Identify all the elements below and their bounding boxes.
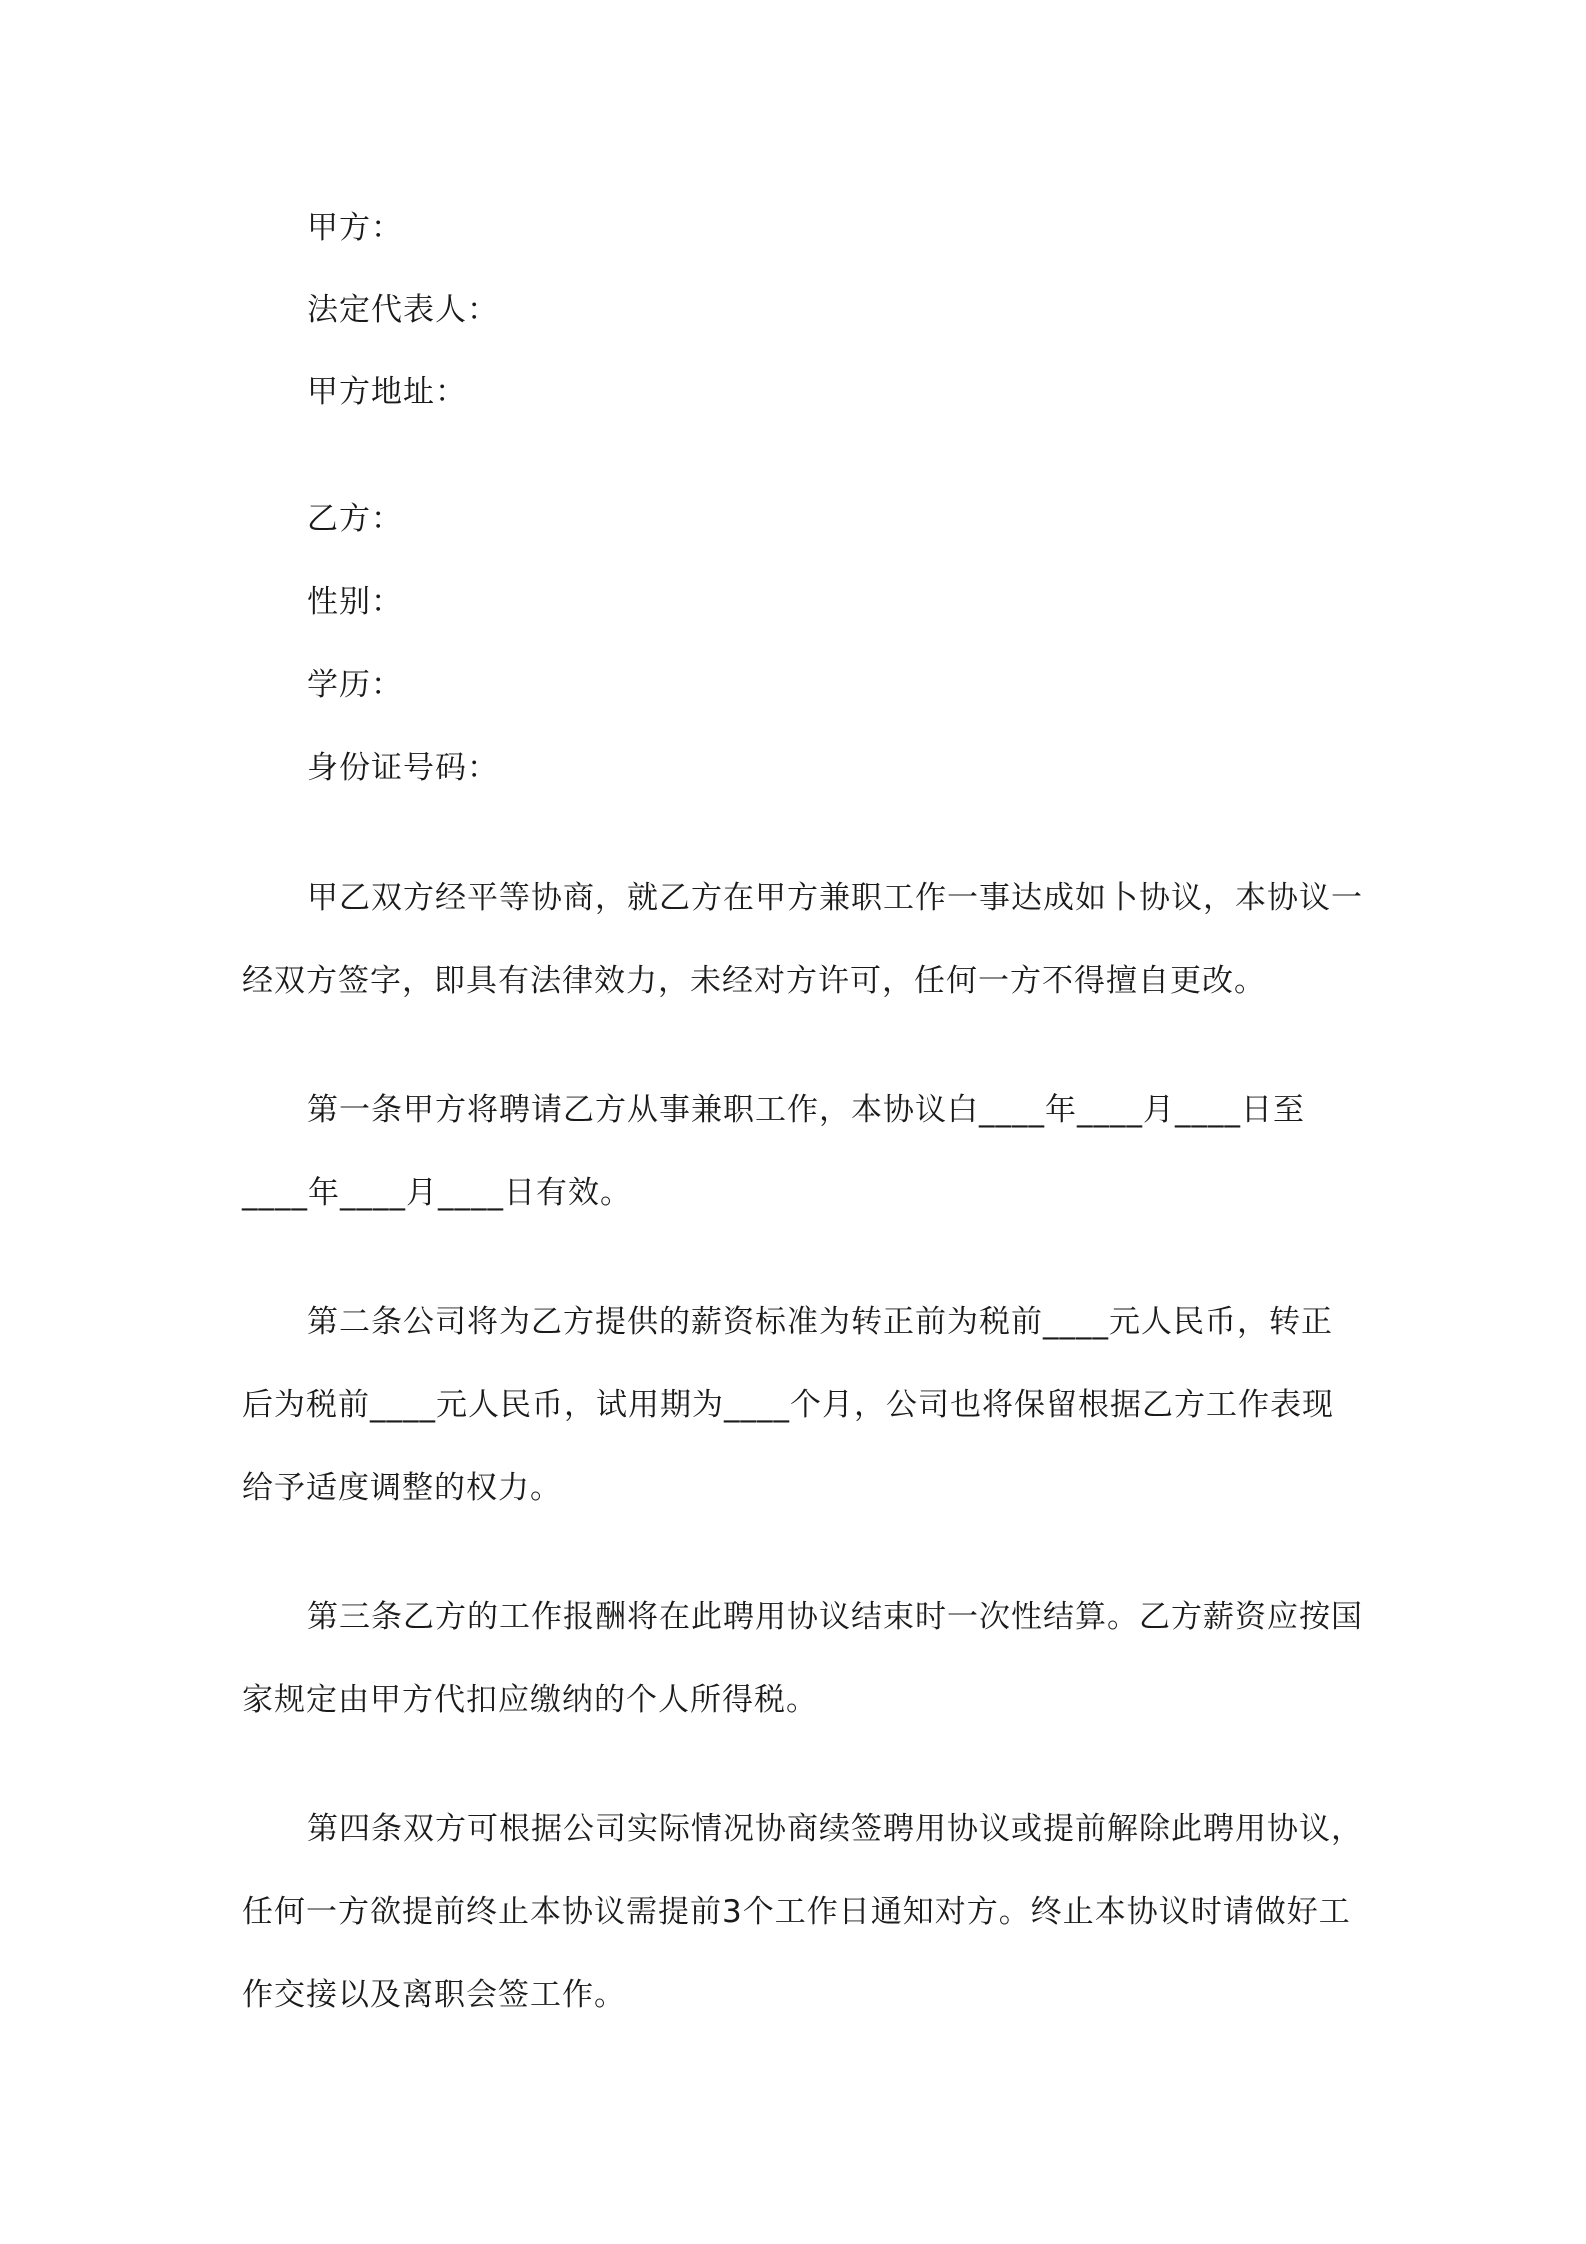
legal-rep-label: 法定代表人：: [307, 292, 499, 328]
article1-line-2: ____年____月____日有效。: [242, 1175, 632, 1211]
id-number-label: 身份证号码：: [307, 750, 499, 786]
article4-line-3: 作交接以及离职会签工作。: [242, 1977, 626, 2013]
gender-label: 性别：: [307, 584, 403, 620]
party-a-label: 甲方：: [307, 210, 403, 246]
article4-line-1: 第四条双方可根据公司实际情况协商续签聘用协议或提前解除此聘用协议，: [307, 1811, 1363, 1847]
article3-line-2: 家规定由甲方代扣应缴纳的个人所得税。: [242, 1682, 818, 1718]
intro-line-2: 经双方签字，即具有法律效力，未经对方许可，任何一方不得擅自更改。: [242, 963, 1266, 999]
education-label: 学历：: [307, 667, 403, 703]
article2-line-3: 给予适度调整的权力。: [242, 1470, 562, 1506]
article4-line-2: 任何一方欲提前终止本协议需提前3个工作日通知对方。终止本协议时请做好工: [242, 1894, 1351, 1930]
article2-line-2: 后为税前____元人民币，试用期为____个月，公司也将保留根据乙方工作表现: [242, 1387, 1334, 1423]
article2-line-1: 第二条公司将为乙方提供的薪资标准为转正前为税前____元人民币，转正: [307, 1304, 1333, 1340]
article3-line-1: 第三条乙方的工作报酬将在此聘用协议结束时一次性结算。乙方薪资应按国: [307, 1599, 1363, 1635]
intro-line-1: 甲乙双方经平等协商，就乙方在甲方兼职工作一事达成如卜协议，本协议一: [307, 880, 1363, 916]
article1-line-1: 第一条甲方将聘请乙方从事兼职工作，本协议白____年____月____日至: [307, 1092, 1305, 1128]
party-a-address-label: 甲方地址：: [307, 374, 467, 410]
party-b-label: 乙方：: [307, 501, 403, 537]
